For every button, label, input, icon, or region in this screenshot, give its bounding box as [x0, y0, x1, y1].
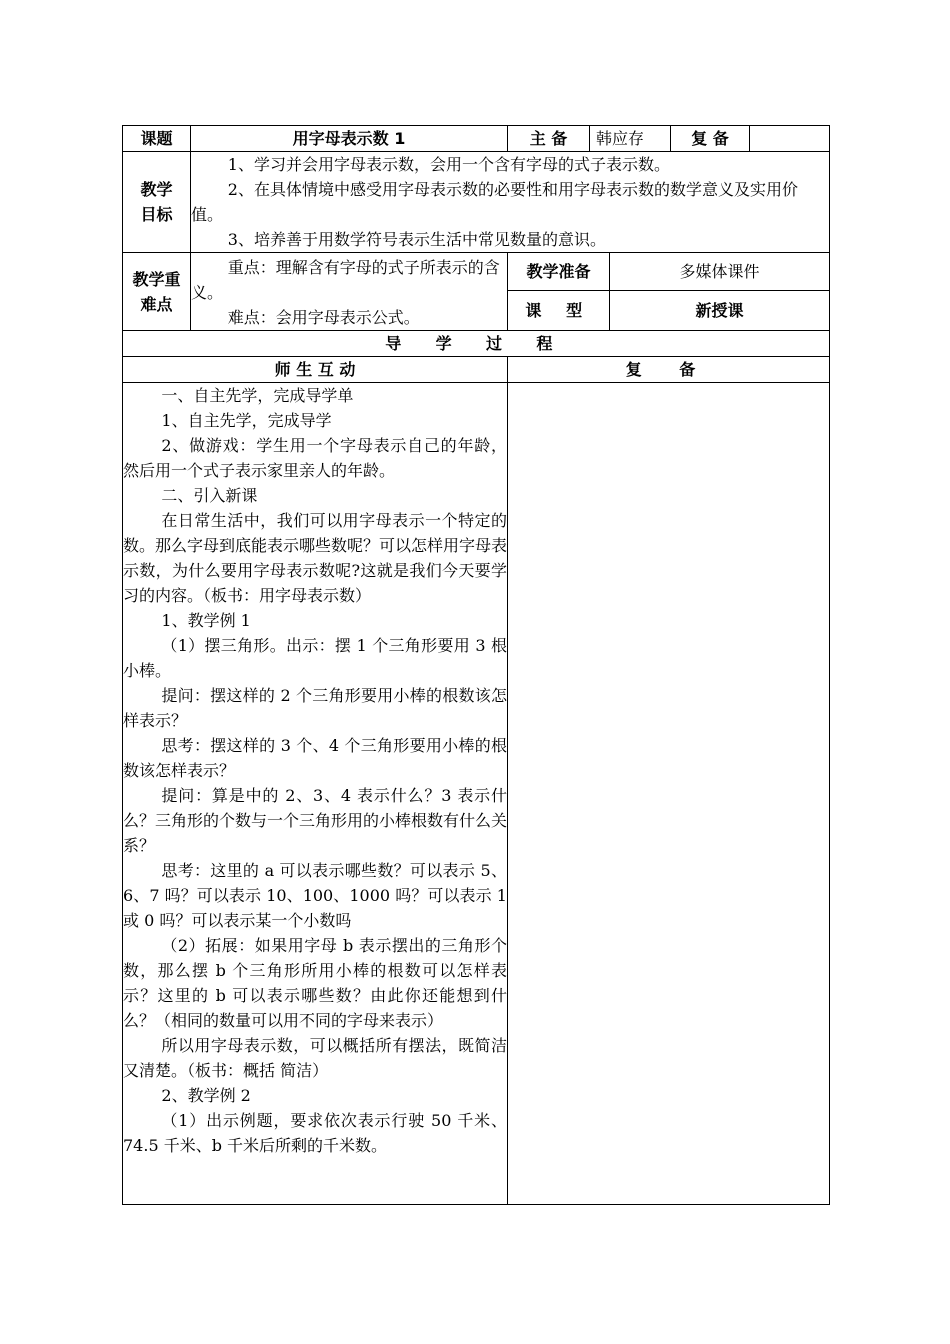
type-value: 新授课	[610, 291, 830, 331]
paragraph: 2、教学例 2	[161, 1086, 251, 1105]
goals-content	[191, 152, 830, 253]
paragraph: 二、引入新课	[161, 486, 258, 505]
goal-item: 1、学习并会用字母表示数，会用一个含有字母的式子表示数。	[227, 155, 670, 174]
paragraph: 思考：这里的 a 可以表示哪些数？可以表示 5、6、7 吗？可以表示 10、100、1000 吗？可以表示 1 或 0 吗？可以表示某一个小数吗	[123, 861, 507, 930]
goal-item: 2、在具体情境中感受用字母表示数的必要性和用字母表示数的数学意义及实用价值。	[191, 180, 798, 224]
goal-item: 3、培养善于用数学符号表示生活中常见数量的意识。	[227, 230, 606, 249]
paragraph: （1）摆三角形。出示：摆 1 个三角形要用 3 根小棒。	[123, 636, 507, 680]
review-value	[750, 126, 830, 152]
focus-text: 重点：理解含有字母的式子所表示的含义。	[191, 258, 500, 302]
key-points-content	[191, 253, 508, 331]
interaction-content	[123, 383, 508, 1205]
paragraph: 在日常生活中，我们可以用字母表示一个特定的数。那么字母到底能表示哪些数呢？可以怎样用字母表示数，为什么要用字母表示数呢?这就是我们今天要学习的内容。（板书：用字母表示数）	[123, 511, 508, 605]
topic-label: 课题	[123, 126, 191, 152]
paragraph: 1、自主先学，完成导学	[161, 411, 332, 430]
paragraph: 一、自主先学，完成导学单	[161, 386, 354, 405]
topic-value: 用字母表示数 1	[191, 126, 508, 152]
paragraph: 提问：摆这样的 2 个三角形要用小棒的根数该怎样表示？	[123, 686, 507, 730]
col-header-review: 复 备	[508, 357, 830, 383]
paragraph: 所以用字母表示数，可以概括所有摆法，既简洁又清楚。（板书：概括 简洁）	[123, 1036, 507, 1080]
prep-value: 多媒体课件	[610, 253, 830, 291]
key-points-label: 教学重难点	[123, 253, 191, 331]
difficulty-text: 难点：会用字母表示公式。	[227, 308, 420, 327]
paragraph: 2、做游戏：学生用一个字母表示自己的年龄，然后用一个式子表示家里亲人的年龄。	[123, 436, 507, 480]
process-title: 导 学 过 程	[123, 331, 830, 357]
lead-value: 韩应存	[590, 126, 671, 152]
review-content	[508, 383, 830, 1205]
paragraph: （1）出示例题，要求依次表示行驶 50 千米、74.5 千米、b 千米后所剩的千米数。	[123, 1111, 507, 1155]
goals-label: 教学目标	[123, 152, 191, 253]
paragraph: 1、教学例 1	[161, 611, 251, 630]
prep-label: 教学准备	[508, 253, 610, 291]
paragraph: 提问：算是中的 2、3、4 表示什么？3 表示什么？三角形的个数与一个三角形用的小棒根数有什么关系？	[123, 786, 508, 855]
type-label: 课 型	[508, 291, 610, 331]
lesson-plan	[122, 125, 829, 1205]
paragraph: 思考：摆这样的 3 个、4 个三角形要用小棒的根数该怎样表示？	[123, 736, 507, 780]
col-header-interaction: 师 生 互 动	[123, 357, 508, 383]
lead-label: 主 备	[508, 126, 590, 152]
lesson-plan-table	[122, 125, 830, 1205]
review-label: 复 备	[671, 126, 750, 152]
paragraph: （2）拓展：如果用字母 b 表示摆出的三角形个数，那么摆 b 个三角形所用小棒的根数可以怎样表示？这里的 b 可以表示哪些数？由此你还能想到什么？（相同的数量可以用不同的字母来表示）	[123, 936, 507, 1030]
